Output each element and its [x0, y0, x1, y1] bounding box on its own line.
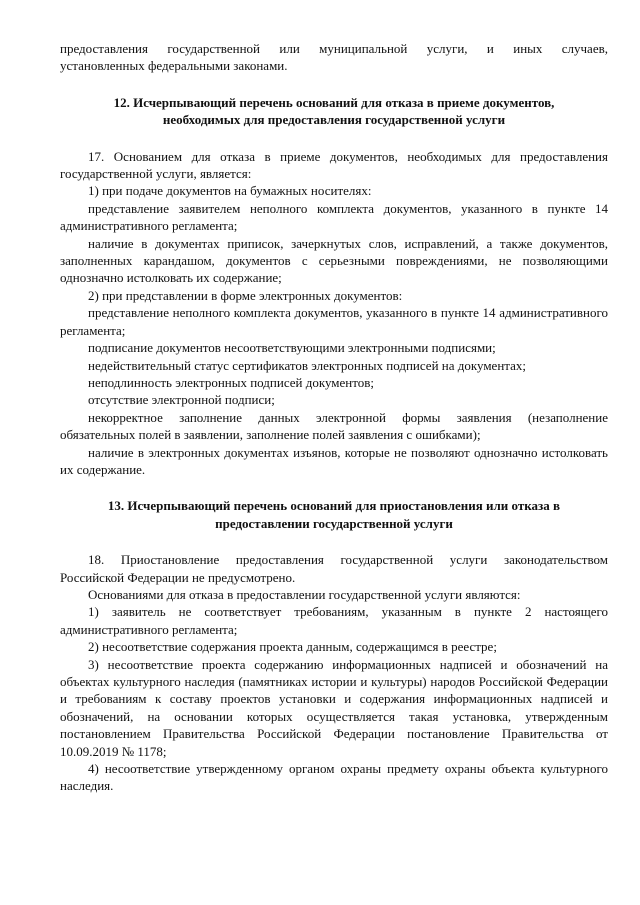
list-item: наличие в электронных документах изъянов, которые не позволяют однозначно истолковать их содержание.	[60, 444, 608, 477]
list-item: Основаниями для отказа в предоставлении государственной услуги являются:	[88, 586, 521, 602]
list-item: 3) несоответствие проекта содержанию информационных надписей и обозначений на объектах культурного наследия (памятниках истории и культуры) народов Российской Федерации и требованиям к составу проектов установки и содержания информационных надписей и обозначений, на основании которых осуществляется такая установка, утвержденным постановлением Правительства Российской Федерации постановление Правительства от 10.09.2019 № 1178;	[60, 656, 608, 759]
section-13-heading: 13. Исчерпывающий перечень оснований для приостановления или отказа в предоставлении государственной услуги	[107, 498, 561, 531]
intro-line-2: установленных федеральными законами.	[60, 58, 288, 74]
list-item: недействительный статус сертификатов электронных подписей на документах;	[88, 357, 527, 373]
list-item: представление неполного комплекта документов, указанного в пункте 14 административного регламента;	[60, 305, 608, 338]
list-item: 2) несоответствие содержания проекта данным, содержащимся в реестре;	[88, 639, 497, 655]
intro-line-1: предоставления государственной или муниципальной услуги, и иных случаев,	[60, 41, 608, 56]
list-item: подписание документов несоответствующими электронными подписями;	[88, 340, 496, 356]
list-item: 1) при подаче документов на бумажных носителях:	[88, 183, 372, 199]
list-item: отсутствие электронной подписи;	[88, 392, 275, 408]
section-12-heading: 12. Исчерпывающий перечень оснований для отказа в приеме документов, необходимых для предоставления государственной услуги	[113, 94, 555, 128]
list-item: неподлинность электронных подписей документов;	[88, 374, 375, 390]
section-13-body	[60, 551, 608, 795]
list-item: представление заявителем неполного комплекта документов, указанного в пункте 14 административного регламента;	[60, 200, 608, 234]
list-item: 4) несоответствие утвержденному органом охраны предмету охраны объекта культурного наследия.	[60, 761, 608, 794]
list-item: некорректное заполнение данных электронной формы заявления (незаполнение обязательных полей в заявлении, заполнение полей заявления с ошибками);	[60, 409, 608, 443]
list-item: наличие в документах приписок, зачеркнутых слов, исправлений, а также документов, заполненных карандашом, документов с серьезными повреждениями, не позволяющими однозначно истолковать их содержание;	[60, 235, 608, 286]
section-12-body	[60, 148, 608, 479]
paragraph-18: 18. Приостановление предоставления государственной услуги законодательством Российской Федерации не предусмотрено.	[60, 552, 608, 585]
paragraph-17: 17. Основанием для отказа в приеме документов, необходимых для предоставления государственной услуги, является:	[60, 148, 608, 182]
list-item: 1) заявитель не соответствует требованиям, указанным в пункте 2 настоящего административного регламента;	[60, 604, 608, 637]
list-item: 2) при представлении в форме электронных документов:	[88, 287, 403, 303]
